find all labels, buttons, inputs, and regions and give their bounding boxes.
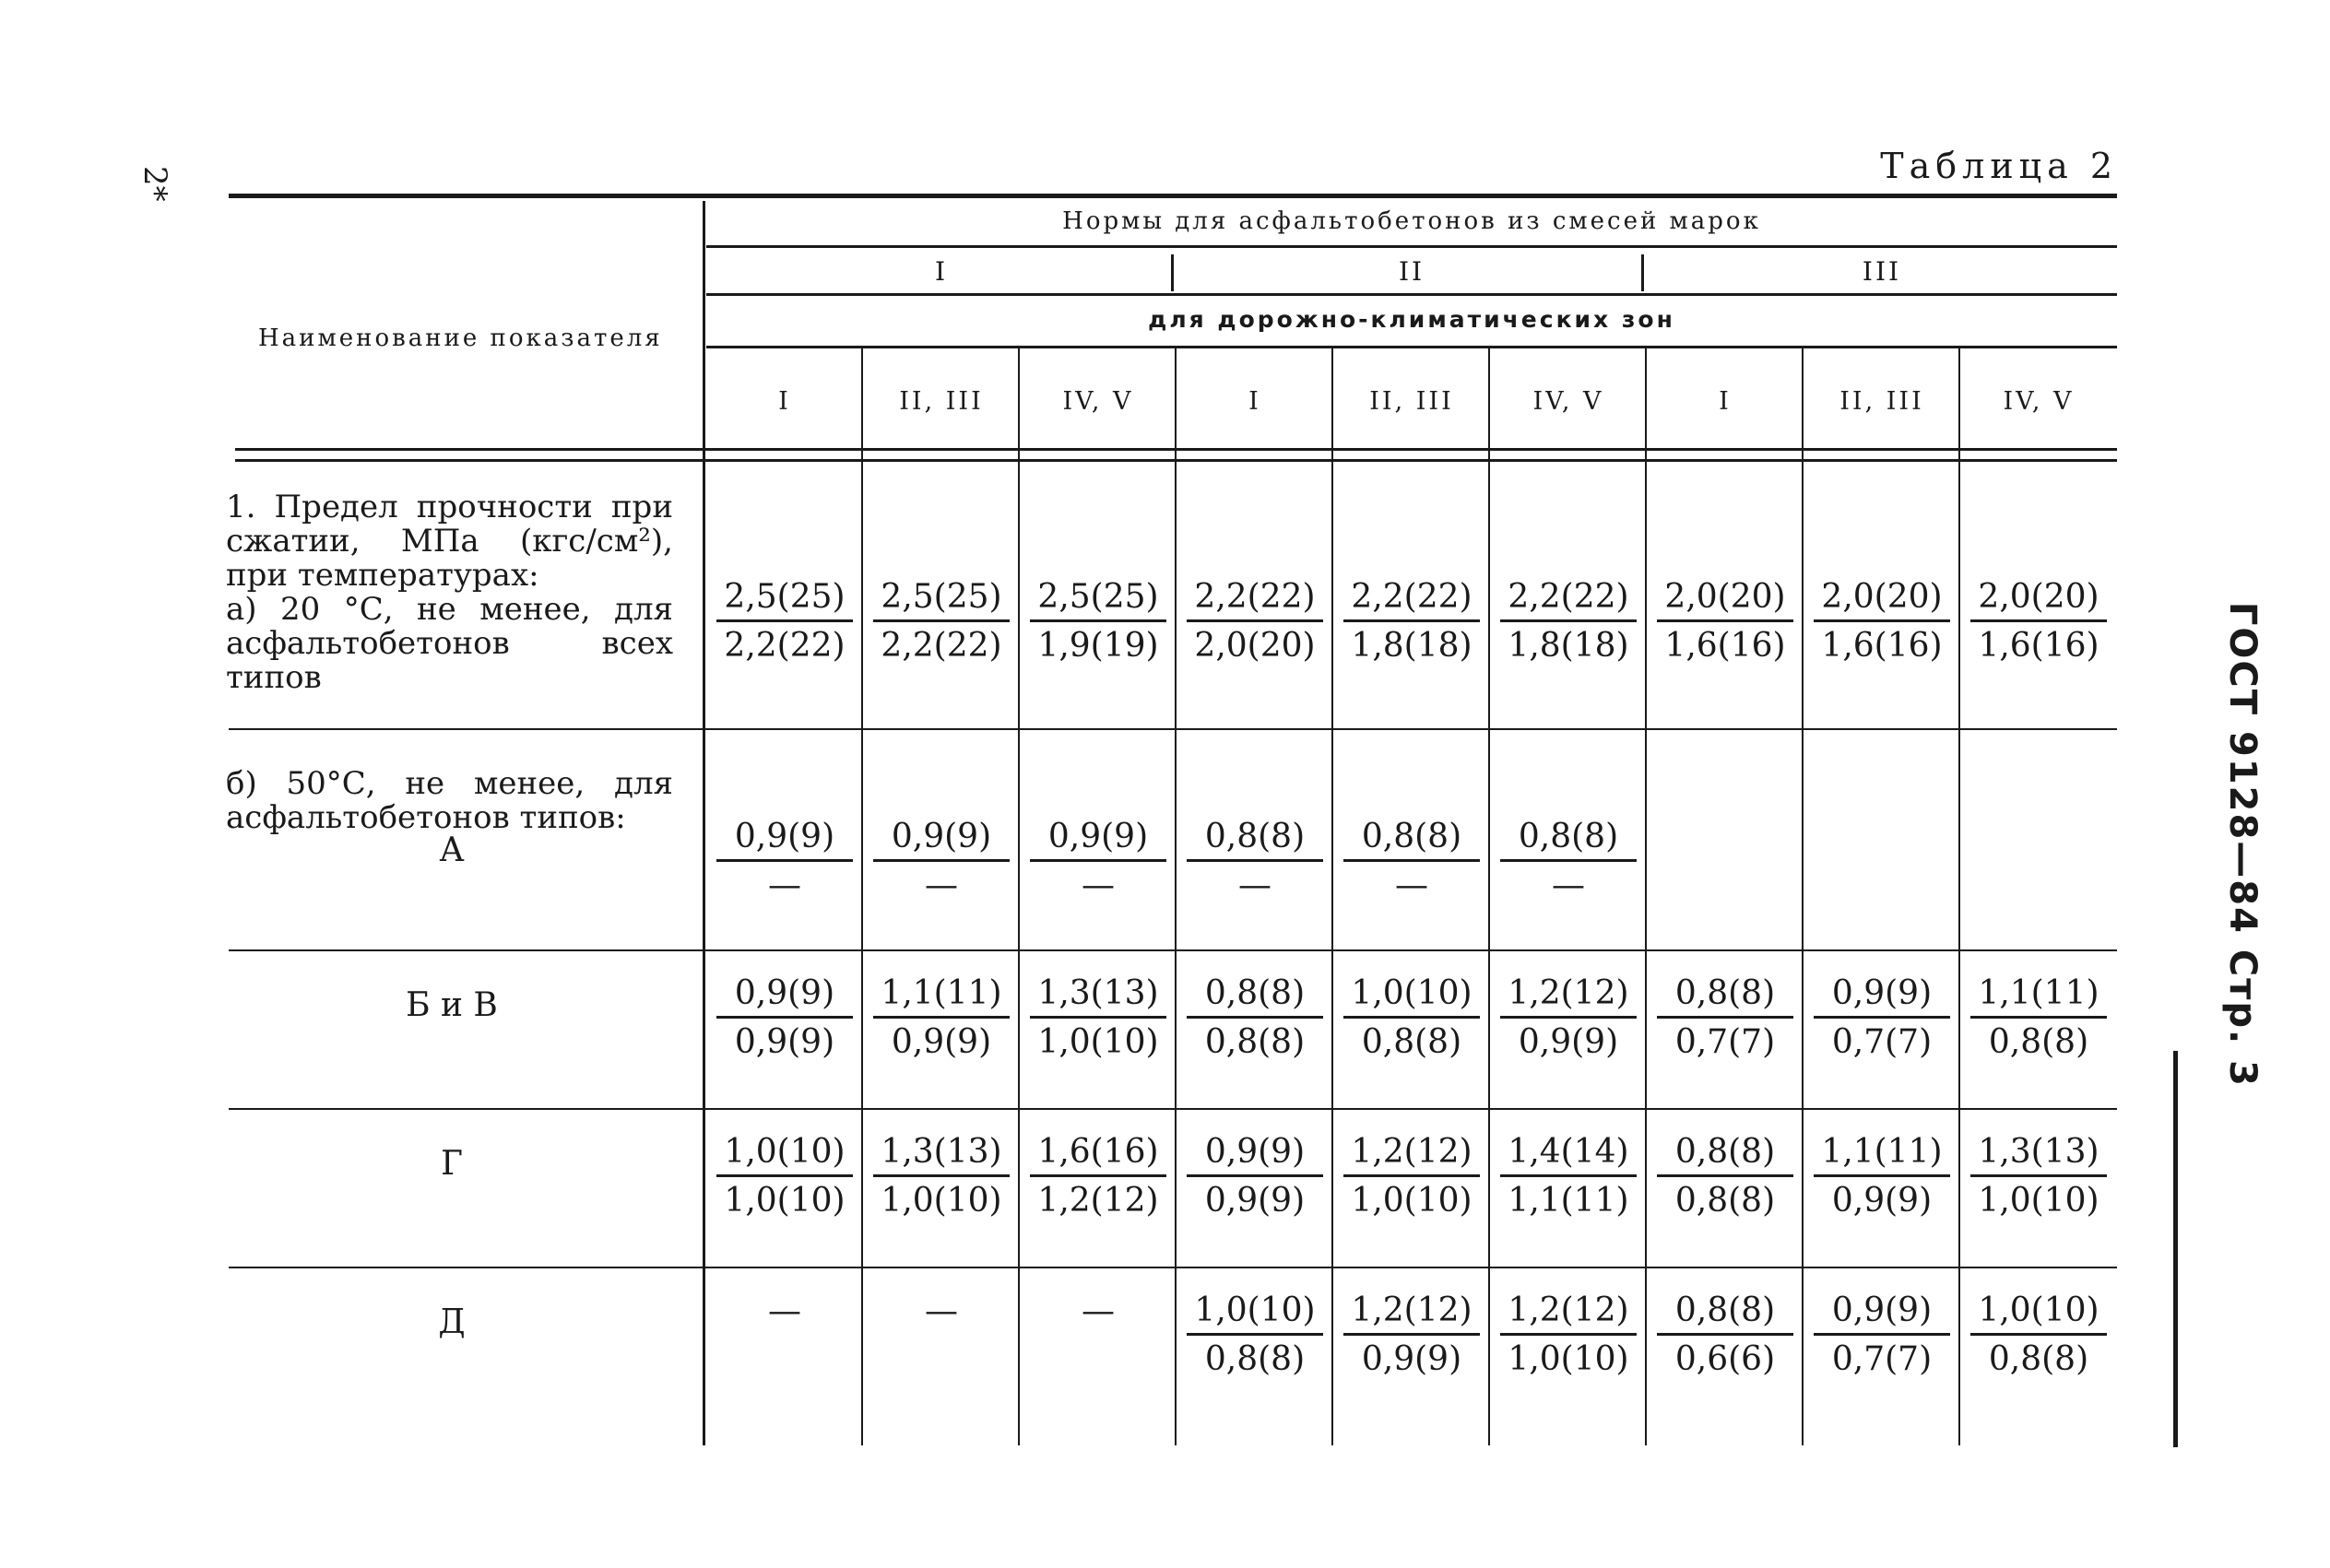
- value-cell: [1651, 577, 1799, 666]
- value-numerator: 0,9(9): [1814, 1291, 1950, 1336]
- value-numerator: 0,9(9): [716, 817, 853, 862]
- value-denominator: 1,1(11): [1508, 1182, 1629, 1220]
- value-numerator: 1,4(14): [1500, 1132, 1637, 1177]
- value-denominator: 0,8(8): [1988, 1340, 2089, 1378]
- header-grade-2: II: [1398, 256, 1425, 287]
- value-numerator: 1,2(12): [1500, 973, 1637, 1019]
- value-cell: [1808, 973, 1956, 1063]
- side-label: ГОСТ 9128—84 Стр. 3: [2221, 601, 2264, 1088]
- zone-header: II, III: [1369, 387, 1454, 416]
- row1a-label: а) 20 °С, не менее, для асфальтобетонов всех типов: [226, 591, 673, 696]
- value-denominator: —: [768, 867, 801, 904]
- zone-divider: [1175, 348, 1177, 1445]
- value-cell: [1024, 577, 1172, 666]
- value-denominator: 0,9(9): [1361, 1340, 1462, 1378]
- value-numerator: 2,0(20): [1814, 577, 1950, 622]
- value-denominator: 1,6(16): [1978, 627, 2099, 665]
- value-denominator: 2,2(22): [724, 627, 846, 665]
- value-numerator: 0,9(9): [873, 817, 1010, 862]
- value-denominator: 1,0(10): [1978, 1182, 2099, 1220]
- value-cell: [1808, 577, 1956, 666]
- value-cell: [1808, 1132, 1956, 1221]
- value-denominator: 0,7(7): [1674, 1023, 1776, 1061]
- value-numerator: 1,0(10): [716, 1132, 853, 1177]
- value-denominator: 0,8(8): [1204, 1340, 1306, 1378]
- value-denominator: 0,9(9): [1204, 1182, 1306, 1220]
- value-cell: [868, 973, 1015, 1063]
- value-numerator: 0,8(8): [1500, 817, 1637, 862]
- value-numerator: 0,9(9): [1814, 973, 1950, 1019]
- row-rule: [229, 949, 2117, 951]
- zone-header: I: [778, 387, 791, 416]
- value-cell: [1338, 1291, 1485, 1380]
- value-denominator: 0,9(9): [1831, 1182, 1933, 1220]
- value-numerator: 1,0(10): [1970, 1291, 2107, 1336]
- value-denominator: 0,9(9): [734, 1023, 835, 1061]
- value-numerator: 0,9(9): [1030, 817, 1166, 862]
- value-numerator: 1,3(13): [1970, 1132, 2107, 1177]
- value-denominator: 1,6(16): [1821, 627, 1943, 665]
- value-numerator: 2,5(25): [716, 577, 853, 622]
- value-cell: [1181, 1291, 1329, 1380]
- zone-divider: [1488, 348, 1490, 1445]
- value-denominator: 1,6(16): [1664, 627, 1786, 665]
- zone-divider: [1645, 348, 1647, 1445]
- value-cell: [1338, 973, 1485, 1063]
- row-rule: [229, 1108, 2117, 1110]
- row5-label: Д: [438, 1303, 466, 1341]
- value-numerator: 2,5(25): [1030, 577, 1166, 622]
- value-numerator: 1,1(11): [873, 973, 1010, 1019]
- value-cell: [711, 1132, 858, 1221]
- zone-header: II, III: [899, 387, 984, 416]
- value-numerator: 1,3(13): [1030, 973, 1166, 1019]
- value-numerator: 0,8(8): [1657, 973, 1793, 1019]
- value-numerator: 1,1(11): [1970, 973, 2107, 1019]
- value-numerator: 0,9(9): [1187, 1132, 1323, 1177]
- zone-header: IV, V: [1062, 387, 1134, 416]
- value-denominator: 0,8(8): [1204, 1023, 1306, 1061]
- side-rule: [2173, 1051, 2178, 1447]
- value-denominator: 0,7(7): [1831, 1340, 1933, 1378]
- zone-divider: [1958, 348, 1960, 1445]
- value-denominator: 1,2(12): [1037, 1182, 1159, 1220]
- zone-header: IV, V: [1532, 387, 1604, 416]
- value-cell: [1024, 1132, 1172, 1221]
- value-cell: [868, 817, 1015, 906]
- header-norms: Нормы для асфальтобетонов из смесей марок: [1062, 207, 1761, 235]
- empty-value-dash: —: [925, 1292, 958, 1330]
- zone-divider: [1018, 348, 1020, 1445]
- empty-value-dash: —: [1082, 1292, 1115, 1330]
- value-cell: [711, 817, 858, 906]
- value-numerator: 1,1(11): [1814, 1132, 1950, 1177]
- value-denominator: 0,8(8): [1674, 1182, 1776, 1220]
- zone-divider: [1802, 348, 1804, 1445]
- header-grade-1: I: [934, 256, 949, 287]
- value-cell: [868, 577, 1015, 666]
- value-cell: [1965, 1132, 2112, 1221]
- value-denominator: —: [1395, 867, 1428, 904]
- value-denominator: 1,0(10): [1351, 1182, 1473, 1220]
- header-indicator: Наименование показателя: [258, 324, 663, 352]
- page-mark: 2*: [136, 166, 173, 202]
- value-cell: [1965, 577, 2112, 666]
- value-cell: [1808, 1291, 1956, 1380]
- value-numerator: 2,0(20): [1657, 577, 1793, 622]
- value-denominator: —: [1552, 867, 1585, 904]
- value-numerator: 1,0(10): [1187, 1291, 1323, 1336]
- top-rule: [229, 194, 2117, 198]
- zone-header: I: [1248, 387, 1261, 416]
- value-denominator: 1,8(18): [1508, 627, 1629, 665]
- value-numerator: 0,8(8): [1657, 1132, 1793, 1177]
- value-numerator: 0,8(8): [1343, 817, 1480, 862]
- value-denominator: 0,9(9): [1518, 1023, 1619, 1061]
- value-cell: [1338, 1132, 1485, 1221]
- row2-label: б) 50°С, не менее, для асфальтобетонов типов:: [226, 765, 673, 836]
- empty-value-dash: —: [768, 1292, 801, 1330]
- value-denominator: —: [1082, 867, 1115, 904]
- header-rule: [706, 293, 2117, 296]
- value-cell: [1965, 1291, 2112, 1380]
- value-numerator: 2,2(22): [1187, 577, 1323, 622]
- header-rule: [706, 245, 2117, 248]
- value-numerator: 2,2(22): [1343, 577, 1480, 622]
- row3-label: Б и В: [406, 986, 498, 1024]
- value-cell: [1024, 817, 1172, 906]
- value-numerator: 1,6(16): [1030, 1132, 1166, 1177]
- value-cell: [711, 577, 858, 666]
- value-denominator: 0,7(7): [1831, 1023, 1933, 1061]
- value-numerator: 2,0(20): [1970, 577, 2107, 622]
- value-numerator: 1,2(12): [1343, 1291, 1480, 1336]
- header-grade-3: III: [1862, 256, 1902, 287]
- value-cell: [1181, 817, 1329, 906]
- row1-label: 1. Предел прочности при сжатии, МПа (кгс/см²), при температурах:: [226, 489, 673, 594]
- value-denominator: 0,6(6): [1674, 1340, 1776, 1378]
- value-numerator: 0,8(8): [1187, 973, 1323, 1019]
- value-cell: [1338, 817, 1485, 906]
- header-zones-title: для дорожно-климатических зон: [1148, 306, 1675, 333]
- grade-divider: [1641, 254, 1644, 291]
- value-cell: [711, 973, 858, 1063]
- value-cell: [1495, 1132, 1642, 1221]
- table-title: Таблица 2: [1880, 146, 2118, 186]
- value-cell: [1651, 973, 1799, 1063]
- value-denominator: 0,8(8): [1988, 1023, 2089, 1061]
- value-cell: [1024, 973, 1172, 1063]
- value-cell: [1181, 1132, 1329, 1221]
- value-cell: [1338, 577, 1485, 666]
- value-denominator: 1,0(10): [724, 1182, 846, 1220]
- value-numerator: 0,8(8): [1187, 817, 1323, 862]
- header-rule: [706, 346, 2117, 348]
- value-cell: [1495, 1291, 1642, 1380]
- value-numerator: 1,2(12): [1500, 1291, 1637, 1336]
- value-denominator: —: [925, 867, 958, 904]
- value-cell: [1651, 1291, 1799, 1380]
- zone-header: I: [1719, 387, 1732, 416]
- zone-divider: [1331, 348, 1333, 1445]
- value-cell: [1181, 577, 1329, 666]
- value-denominator: 0,8(8): [1361, 1023, 1462, 1061]
- value-numerator: 0,9(9): [716, 973, 853, 1019]
- zone-header: II, III: [1839, 387, 1924, 416]
- value-cell: [1181, 973, 1329, 1063]
- value-cell: [868, 1132, 1015, 1221]
- value-cell: [1495, 973, 1642, 1063]
- value-numerator: 1,2(12): [1343, 1132, 1480, 1177]
- value-denominator: 2,0(20): [1194, 627, 1316, 665]
- value-numerator: 2,2(22): [1500, 577, 1637, 622]
- value-cell: [1651, 1132, 1799, 1221]
- column-divider: [703, 201, 705, 1445]
- row-rule: [229, 728, 2117, 730]
- value-numerator: 1,0(10): [1343, 973, 1480, 1019]
- value-denominator: 1,0(10): [881, 1182, 1002, 1220]
- value-denominator: 1,9(19): [1037, 627, 1159, 665]
- value-numerator: 2,5(25): [873, 577, 1010, 622]
- zone-header: IV, V: [2003, 387, 2075, 416]
- value-cell: [1965, 973, 2112, 1063]
- row-rule: [229, 1267, 2117, 1268]
- grade-divider: [1171, 254, 1174, 291]
- row2-type-label: А: [439, 831, 465, 869]
- zone-divider: [861, 348, 863, 1445]
- row4-label: Г: [441, 1145, 463, 1183]
- value-denominator: 2,2(22): [881, 627, 1002, 665]
- value-denominator: 0,9(9): [891, 1023, 992, 1061]
- value-denominator: 1,0(10): [1508, 1340, 1629, 1378]
- value-numerator: 1,3(13): [873, 1132, 1010, 1177]
- value-denominator: 1,8(18): [1351, 627, 1473, 665]
- value-denominator: —: [1238, 867, 1271, 904]
- value-cell: [1495, 577, 1642, 666]
- value-numerator: 0,8(8): [1657, 1291, 1793, 1336]
- value-denominator: 1,0(10): [1037, 1023, 1159, 1061]
- value-cell: [1495, 817, 1642, 906]
